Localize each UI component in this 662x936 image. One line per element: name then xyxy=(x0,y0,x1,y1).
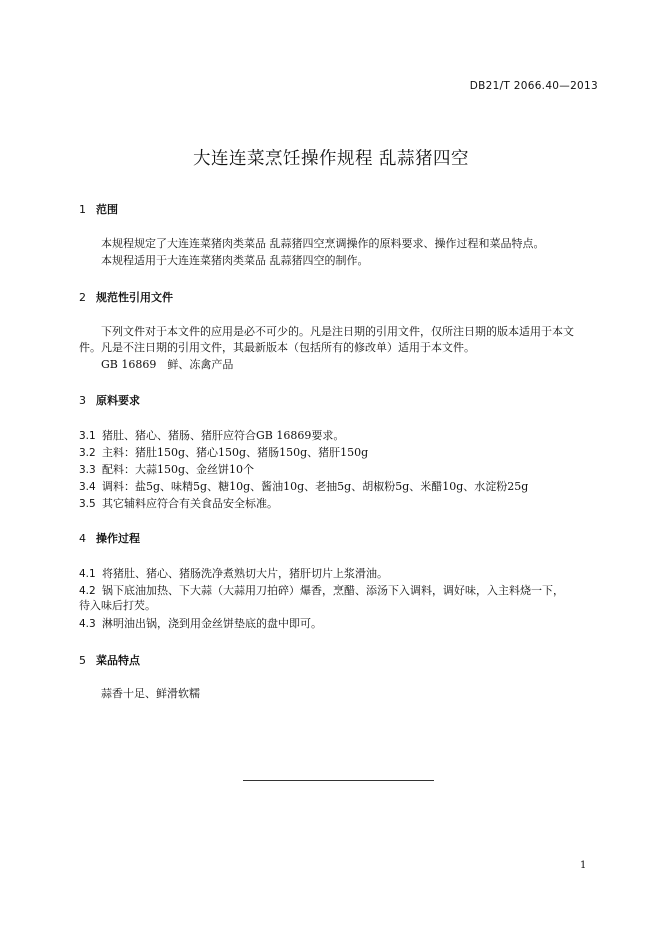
clause-4-1 xyxy=(79,565,388,581)
section-title: 原料要求 xyxy=(96,394,140,407)
clause-3-2 xyxy=(79,444,368,460)
section-3-heading xyxy=(79,392,140,408)
clause-number: 3.5 xyxy=(79,498,96,510)
clause-text: 淋明油出锅，浇到用金丝饼垫底的盘中即可。 xyxy=(102,617,322,630)
clause-number: 4.1 xyxy=(79,568,96,580)
clause-3-5 xyxy=(79,495,278,511)
clause-3-3 xyxy=(79,461,254,477)
clause-3-4 xyxy=(79,478,528,494)
standard-number: DB21/T 2066.40—2013 xyxy=(469,80,598,92)
clause-number: 3.4 xyxy=(79,481,96,493)
clause-text: 配料：大蒜150g、金丝饼10个 xyxy=(102,463,255,476)
section-1-heading xyxy=(79,201,118,217)
end-rule xyxy=(243,780,434,781)
section-number: 3 xyxy=(79,394,86,407)
section-number: 5 xyxy=(79,654,86,667)
clause-text: 锅下底油加热、下大蒜（大蒜用刀拍碎）爆香，烹醋、添汤下入调料，调好味，入主料烧一下， xyxy=(102,584,564,597)
document-title: 大连连菜烹饪操作规程 乱蒜猪四空 xyxy=(192,149,470,169)
section-title: 菜品特点 xyxy=(96,654,140,667)
section-number: 4 xyxy=(79,532,86,545)
clause-3-1 xyxy=(79,427,344,443)
clause-4-2 xyxy=(79,582,564,598)
clause-text: 其它辅料应符合有关食品安全标准。 xyxy=(102,497,278,510)
section-number: 1 xyxy=(79,203,86,216)
clause-number: 4.3 xyxy=(79,618,96,630)
normative-reference: GB 16869 鲜、冻禽产品 xyxy=(101,358,234,371)
section-number: 2 xyxy=(79,291,86,304)
clause-number: 3.2 xyxy=(79,447,96,459)
paragraph: 下列文件对于本文件的应用是必不可少的。凡是注日期的引用文件，仅所注日期的版本适用于本文 xyxy=(101,325,574,338)
section-title: 规范性引用文件 xyxy=(96,291,173,304)
clause-number: 3.1 xyxy=(79,430,96,442)
clause-number: 4.2 xyxy=(79,585,96,597)
paragraph: 本规程规定了大连连菜猪肉类菜品 乱蒜猪四空烹调操作的原料要求、操作过程和菜品特点。 xyxy=(101,237,545,250)
clause-text: 将猪肚、猪心、猪肠洗净煮熟切大片，猪肝切片上浆滑油。 xyxy=(102,567,388,580)
clause-4-2-continuation: 待入味后打芡。 xyxy=(79,599,156,612)
page-number: 1 xyxy=(580,860,587,871)
clause-number: 3.3 xyxy=(79,464,96,476)
section-2-heading xyxy=(79,289,173,305)
paragraph: 件。凡是不注日期的引用文件，其最新版本（包括所有的修改单）适用于本文件。 xyxy=(79,341,475,354)
clause-text: 调料：盐5g、味精5g、糖10g、酱油10g、老抽5g、胡椒粉5g、米醋10g、水淀粉25g xyxy=(102,480,529,493)
section-4-heading xyxy=(79,530,140,546)
clause-4-3 xyxy=(79,615,322,631)
paragraph: 蒜香十足、鲜滑软糯 xyxy=(101,687,200,700)
clause-text: 主料：猪肚150g、猪心150g、猪肠150g、猪肝150g xyxy=(102,446,369,459)
section-title: 操作过程 xyxy=(96,532,140,545)
section-title: 范围 xyxy=(96,203,118,216)
section-5-heading xyxy=(79,652,140,668)
clause-text: 猪肚、猪心、猪肠、猪肝应符合GB 16869要求。 xyxy=(102,429,345,442)
paragraph: 本规程适用于大连连菜猪肉类菜品 乱蒜猪四空的制作。 xyxy=(101,254,369,267)
